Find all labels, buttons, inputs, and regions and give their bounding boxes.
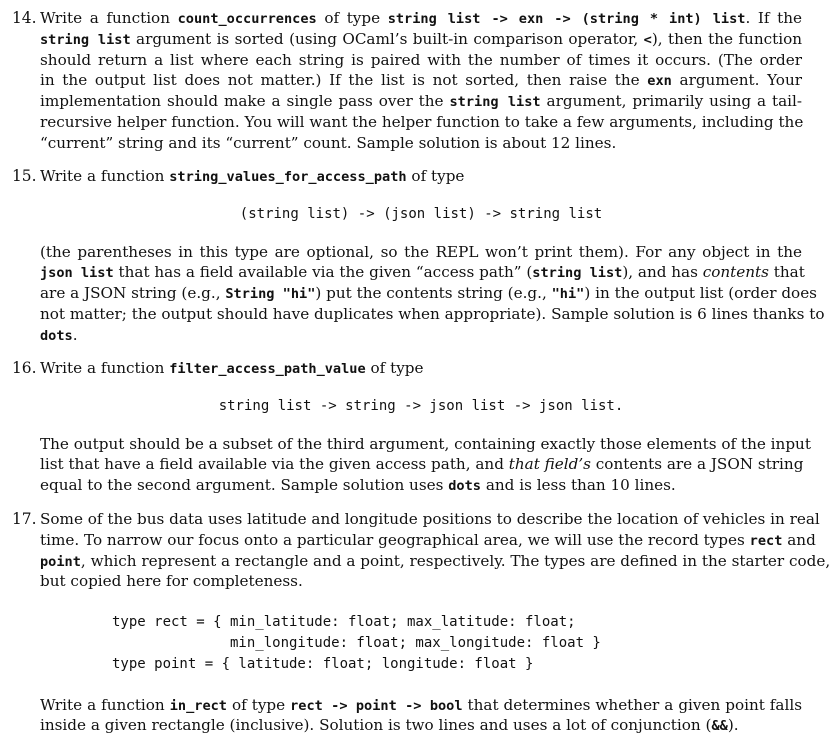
question-text bbox=[40, 166, 825, 346]
text-line: but copied here for completeness. bbox=[40, 572, 303, 591]
text-line: string list argument is sorted (using OCaml’s built-in comparison operator, <), then the function bbox=[40, 29, 802, 48]
text-line: equal to the second argument. Sample solution uses dots and is less than 10 lines. bbox=[40, 476, 676, 495]
code-line: type rect = { min_latitude: float; max_latitude: float; bbox=[112, 614, 576, 631]
question-16 bbox=[12, 358, 811, 496]
text-line: dots. bbox=[40, 325, 78, 344]
text-line: are a JSON string (e.g., String "hi") put the contents string (e.g., "hi") in the output list (order does bbox=[40, 284, 817, 303]
text-line: json list that has a field available via the given “access path” (string list), and has contents that bbox=[40, 263, 805, 282]
code-line: type point = { latitude: float; longitude: float } bbox=[112, 655, 534, 672]
question-text bbox=[40, 8, 802, 154]
text-line: recursive helper function. You will want the helper function to take a few arguments, including the bbox=[40, 112, 804, 131]
question-number: 14. bbox=[12, 9, 37, 27]
question-number: 15. bbox=[12, 167, 37, 185]
code-line: min_longitude: float; max_longitude: float } bbox=[112, 634, 601, 651]
text-line: implementation should make a single pass over the string list argument, primarily using a tail- bbox=[40, 92, 803, 111]
text-line: not matter; the output should have duplicates when appropriate). Sample solution is 6 lines thanks to bbox=[40, 304, 825, 323]
text-line: in the output list does not matter.) If the list is not sorted, then raise the exn argument. Your bbox=[40, 71, 802, 90]
text-line: Write a function string_values_for_access_path of type bbox=[40, 167, 465, 185]
text-line: list that have a field available via the given access path, and that field’s contents are a JSON string bbox=[40, 455, 804, 474]
text-line: Write a function filter_access_path_value of type bbox=[40, 359, 424, 377]
text-line: inside a given rectangle (inclusive). Solution is two lines and uses a lot of conjunction (&&). bbox=[40, 716, 739, 735]
text-line: point, which represent a rectangle and a point, respectively. The types are defined in the starter code, bbox=[40, 551, 830, 570]
question-17 bbox=[12, 509, 830, 736]
text-line: “current” string and its “current” count. Sample solution is about 12 lines. bbox=[40, 133, 617, 152]
text-line: should return a list where each string is paired with the number of times it occurs. (The order bbox=[40, 50, 802, 69]
question-number: 16. bbox=[12, 359, 37, 377]
text-line: Write a function in_rect of type rect -> point -> bool that determines whether a given point falls bbox=[40, 695, 802, 714]
type-signature: string list -> string -> json list -> json list. bbox=[218, 397, 624, 414]
type-signature: (string list) -> (json list) -> string list bbox=[239, 205, 603, 222]
question-14 bbox=[12, 8, 802, 154]
question-number: 17. bbox=[12, 510, 37, 528]
question-text bbox=[40, 509, 830, 736]
text-line: The output should be a subset of the third argument, containing exactly those elements of the input bbox=[40, 434, 811, 453]
question-text bbox=[40, 358, 811, 496]
text-line: time. To narrow our focus onto a particular geographical area, we will use the record types rect and bbox=[40, 530, 816, 549]
text-line: Write a function count_occurrences of type string list -> exn -> (string * int) list. If the bbox=[40, 9, 802, 27]
code-block bbox=[112, 612, 802, 674]
question-15 bbox=[12, 166, 825, 346]
text-line: (the parentheses in this type are optional, so the REPL won’t print them). For any object in the bbox=[40, 242, 802, 261]
text-line: Some of the bus data uses latitude and longitude positions to describe the location of vehicles in real bbox=[40, 510, 820, 528]
